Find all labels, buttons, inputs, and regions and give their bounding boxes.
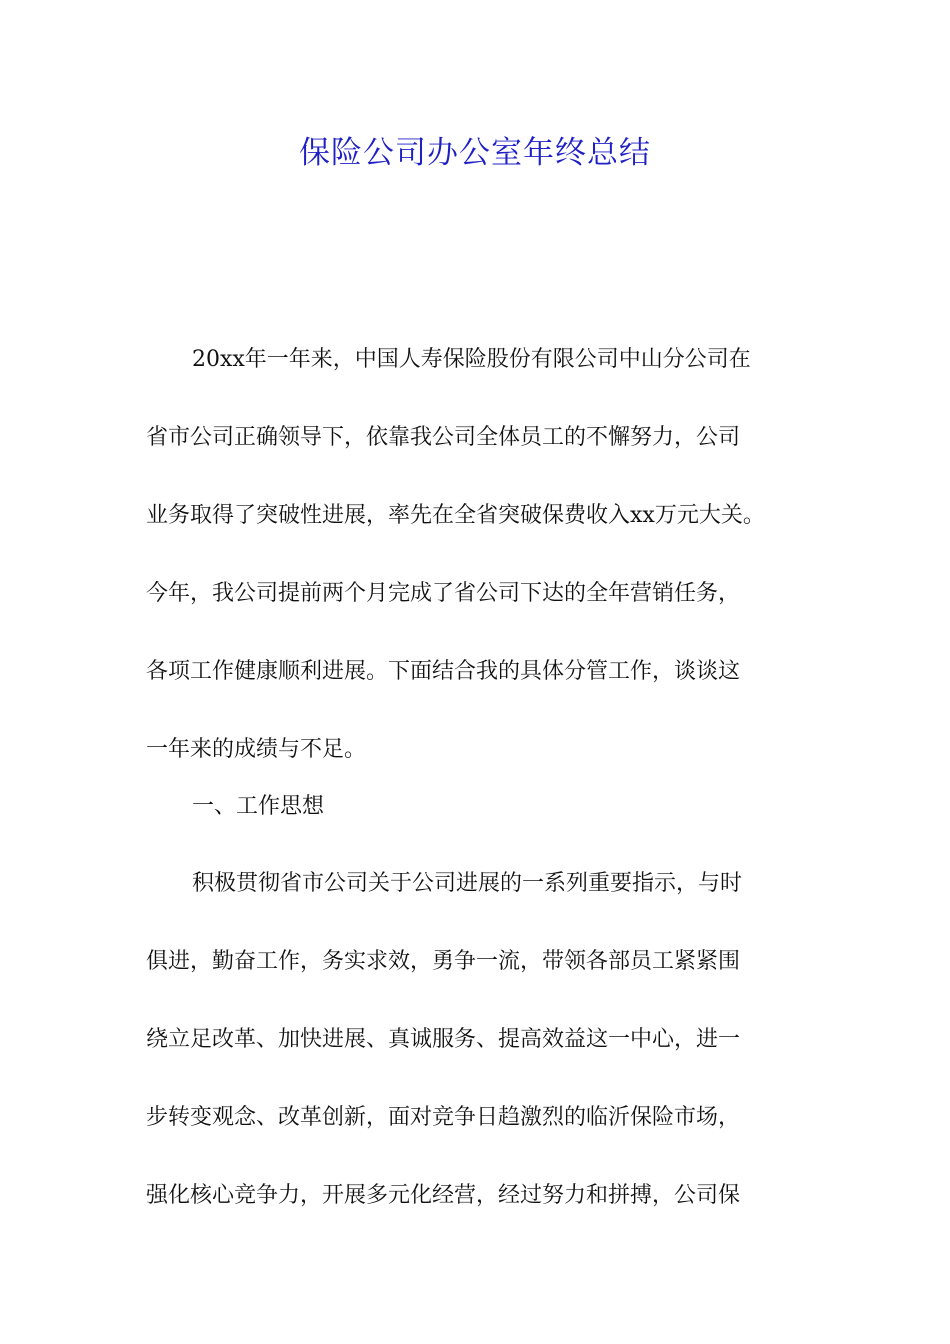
paragraph-line: 省市公司正确领导下，依靠我公司全体员工的不懈努力，公司 xyxy=(146,425,741,450)
paragraph-line: 一年来的成绩与不足。 xyxy=(146,737,367,762)
section-heading: 一、工作思想 xyxy=(192,794,325,819)
paragraph-line: 绕立足改革、加快进展、真诚服务、提高效益这一中心，进一 xyxy=(146,1027,741,1052)
document-title: 保险公司办公室年终总结 xyxy=(299,135,651,171)
paragraph-line: 强化核心竞争力，开展多元化经营，经过努力和拼搏，公司保 xyxy=(146,1183,741,1208)
paragraph-line: 各项工作健康顺利进展。下面结合我的具体分管工作，谈谈这 xyxy=(146,659,741,684)
paragraph-line: 步转变观念、改革创新，面对竞争日趋激烈的临沂保险市场， xyxy=(146,1105,741,1130)
paragraph-1 xyxy=(146,321,814,789)
section-heading-work-thought xyxy=(146,768,814,846)
paragraph-line: 俱进，勤奋工作，务实求效，勇争一流，带领各部员工紧紧围 xyxy=(146,949,741,974)
paragraph-2 xyxy=(146,845,814,1235)
paragraph-line: 积极贯彻省市公司关于公司进展的一系列重要指示，与时 xyxy=(192,871,743,896)
paragraph-line: 业务取得了突破性进展，率先在全省突破保费收入xx万元大关。 xyxy=(146,503,765,528)
paragraph-line: 20xx年一年来，中国人寿保险股份有限公司中山分公司在 xyxy=(192,347,751,372)
paragraph-line: 今年，我公司提前两个月完成了省公司下达的全年营销任务， xyxy=(146,581,741,606)
